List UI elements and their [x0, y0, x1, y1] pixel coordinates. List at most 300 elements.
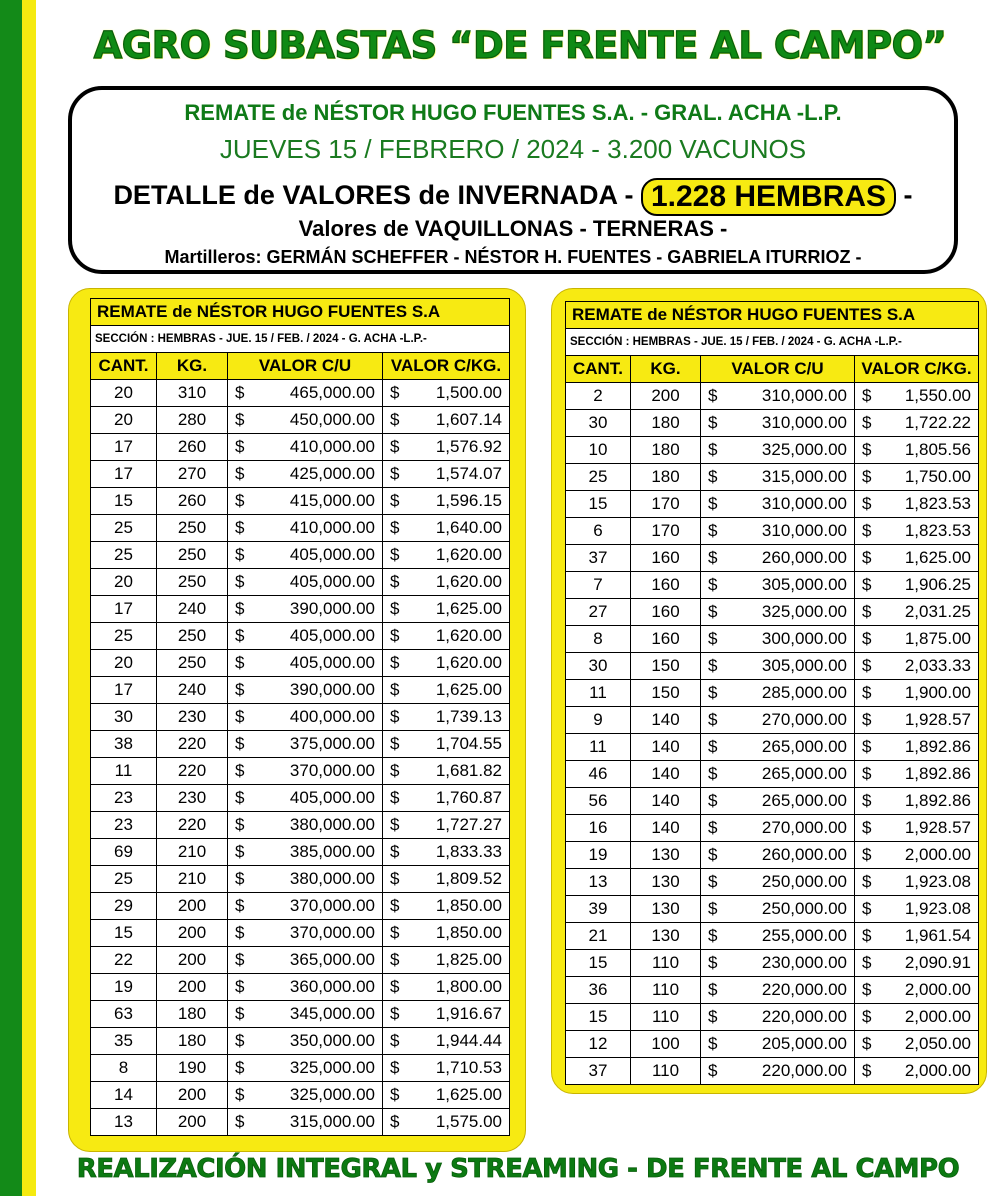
cell-cant: 8 — [91, 1055, 157, 1082]
valor-amount: 305,000.00 — [761, 656, 847, 675]
cell-valor-ckg — [855, 599, 979, 626]
cell-cant: 39 — [566, 896, 631, 923]
cell-valor-cu — [228, 893, 383, 920]
table-row — [91, 407, 510, 434]
currency-symbol: $ — [235, 707, 245, 726]
cell-valor-ckg — [383, 1001, 510, 1028]
table-row — [91, 488, 510, 515]
table-row — [566, 869, 979, 896]
cell-kg: 220 — [157, 812, 228, 839]
cell-cant: 17 — [91, 434, 157, 461]
cell-valor-ckg — [855, 545, 979, 572]
cell-kg: 210 — [157, 866, 228, 893]
valor-kg-amount: 1,892.86 — [904, 791, 971, 810]
cell-valor-ckg — [383, 839, 510, 866]
cell-valor-ckg — [383, 677, 510, 704]
cell-kg: 150 — [631, 680, 701, 707]
currency-symbol: $ — [708, 818, 718, 837]
table-row — [566, 464, 979, 491]
currency-symbol: $ — [235, 383, 245, 402]
cell-valor-ckg — [383, 434, 510, 461]
table-header-row — [91, 353, 510, 380]
currency-symbol: $ — [390, 1112, 400, 1131]
valor-amount: 345,000.00 — [289, 1004, 375, 1023]
valor-kg-amount: 1,620.00 — [435, 545, 502, 564]
currency-symbol: $ — [390, 437, 400, 456]
valor-kg-amount: 1,760.87 — [435, 788, 502, 807]
valor-kg-amount: 1,625.00 — [435, 599, 502, 618]
cell-valor-ckg — [383, 920, 510, 947]
currency-symbol: $ — [390, 869, 400, 888]
currency-symbol: $ — [235, 545, 245, 564]
table-row — [91, 569, 510, 596]
valor-kg-amount: 1,750.00 — [904, 467, 971, 486]
table-title-row — [566, 302, 979, 329]
cell-cant: 16 — [566, 815, 631, 842]
currency-symbol: $ — [862, 656, 872, 675]
cell-valor-ckg — [383, 785, 510, 812]
table-title: REMATE de NÉSTOR HUGO FUENTES S.A — [566, 302, 979, 329]
cell-cant: 20 — [91, 569, 157, 596]
valor-amount: 250,000.00 — [761, 872, 847, 891]
valor-amount: 265,000.00 — [761, 737, 847, 756]
cell-cant: 14 — [91, 1082, 157, 1109]
cell-valor-cu — [228, 1055, 383, 1082]
detail-prefix: DETALLE de VALORES de INVERNADA - — [113, 180, 641, 211]
table-row — [91, 839, 510, 866]
header-valor-ckg: VALOR C/KG. — [855, 356, 979, 383]
header-cant: CANT. — [566, 356, 631, 383]
cell-valor-ckg — [855, 1058, 979, 1085]
cell-cant: 20 — [91, 407, 157, 434]
currency-symbol: $ — [708, 1007, 718, 1026]
hembras-count-badge: 1.228 HEMBRAS — [641, 178, 896, 216]
valor-kg-amount: 1,944.44 — [435, 1031, 502, 1050]
table-row — [566, 437, 979, 464]
currency-symbol: $ — [862, 926, 872, 945]
currency-symbol: $ — [708, 899, 718, 918]
valor-kg-amount: 1,576.92 — [435, 437, 502, 456]
cell-valor-cu — [701, 599, 855, 626]
cell-valor-cu — [701, 707, 855, 734]
valor-kg-amount: 1,809.52 — [435, 869, 502, 888]
cell-valor-cu — [701, 464, 855, 491]
currency-symbol: $ — [235, 1031, 245, 1050]
valor-amount: 360,000.00 — [289, 977, 375, 996]
valor-kg-amount: 1,923.08 — [904, 872, 971, 891]
currency-symbol: $ — [708, 764, 718, 783]
cell-kg: 220 — [157, 731, 228, 758]
cell-cant: 7 — [566, 572, 631, 599]
cell-kg: 140 — [631, 815, 701, 842]
cell-kg: 200 — [157, 1109, 228, 1136]
cell-kg: 190 — [157, 1055, 228, 1082]
cell-cant: 38 — [91, 731, 157, 758]
currency-symbol: $ — [235, 491, 245, 510]
cell-valor-ckg — [383, 461, 510, 488]
currency-symbol: $ — [862, 872, 872, 891]
table-row — [91, 1001, 510, 1028]
table-row — [91, 920, 510, 947]
price-table-left — [90, 298, 510, 1136]
cell-cant: 15 — [566, 491, 631, 518]
cell-cant: 12 — [566, 1031, 631, 1058]
currency-symbol: $ — [862, 629, 872, 648]
cell-valor-cu — [228, 1109, 383, 1136]
cell-valor-ckg — [383, 596, 510, 623]
cell-valor-ckg — [855, 707, 979, 734]
cell-cant: 23 — [91, 812, 157, 839]
table-row — [566, 599, 979, 626]
valor-kg-amount: 1,850.00 — [435, 923, 502, 942]
valor-amount: 260,000.00 — [761, 548, 847, 567]
table-row — [566, 977, 979, 1004]
cell-valor-cu — [228, 839, 383, 866]
valor-kg-amount: 1,640.00 — [435, 518, 502, 537]
valor-amount: 325,000.00 — [761, 602, 847, 621]
cell-kg: 130 — [631, 896, 701, 923]
valor-kg-amount: 1,961.54 — [904, 926, 971, 945]
cell-cant: 17 — [91, 461, 157, 488]
currency-symbol: $ — [390, 410, 400, 429]
table-row — [566, 410, 979, 437]
valor-kg-amount: 1,850.00 — [435, 896, 502, 915]
valor-amount: 410,000.00 — [289, 518, 375, 537]
valor-amount: 465,000.00 — [289, 383, 375, 402]
table-row — [566, 518, 979, 545]
currency-symbol: $ — [235, 977, 245, 996]
cell-kg: 200 — [157, 920, 228, 947]
valor-amount: 390,000.00 — [289, 680, 375, 699]
cell-valor-ckg — [855, 1031, 979, 1058]
header-valor-ckg: VALOR C/KG. — [383, 353, 510, 380]
currency-symbol: $ — [708, 1034, 718, 1053]
valor-kg-amount: 2,000.00 — [904, 1061, 971, 1080]
cell-kg: 160 — [631, 599, 701, 626]
currency-symbol: $ — [390, 1085, 400, 1104]
table-row — [566, 491, 979, 518]
cell-cant: 37 — [566, 545, 631, 572]
header-cant: CANT. — [91, 353, 157, 380]
valor-kg-amount: 1,620.00 — [435, 626, 502, 645]
cell-valor-cu — [701, 842, 855, 869]
currency-symbol: $ — [862, 548, 872, 567]
cell-valor-cu — [701, 923, 855, 950]
cell-valor-cu — [701, 437, 855, 464]
valor-amount: 405,000.00 — [289, 572, 375, 591]
currency-symbol: $ — [235, 572, 245, 591]
valor-kg-amount: 1,825.00 — [435, 950, 502, 969]
cell-kg: 200 — [157, 947, 228, 974]
cell-valor-ckg — [855, 383, 979, 410]
cell-kg: 110 — [631, 977, 701, 1004]
cell-kg: 250 — [157, 542, 228, 569]
cell-valor-cu — [228, 407, 383, 434]
cell-valor-cu — [228, 866, 383, 893]
currency-symbol: $ — [235, 923, 245, 942]
table-row — [91, 731, 510, 758]
currency-symbol: $ — [708, 737, 718, 756]
currency-symbol: $ — [708, 521, 718, 540]
auctioneers-line: Martilleros: GERMÁN SCHEFFER - NÉSTOR H. FUENTES - GABRIELA ITURRIOZ - — [164, 247, 862, 267]
currency-symbol: $ — [390, 923, 400, 942]
valor-amount: 205,000.00 — [761, 1034, 847, 1053]
cell-valor-ckg — [383, 1082, 510, 1109]
valor-kg-amount: 1,620.00 — [435, 653, 502, 672]
currency-symbol: $ — [390, 815, 400, 834]
cell-cant: 9 — [566, 707, 631, 734]
cell-valor-cu — [228, 974, 383, 1001]
table-row — [91, 1082, 510, 1109]
cell-kg: 130 — [631, 869, 701, 896]
cell-valor-ckg — [855, 815, 979, 842]
valor-amount: 390,000.00 — [289, 599, 375, 618]
valor-kg-amount: 1,550.00 — [904, 386, 971, 405]
table-row — [566, 545, 979, 572]
currency-symbol: $ — [390, 896, 400, 915]
cell-valor-ckg — [383, 731, 510, 758]
cell-cant: 2 — [566, 383, 631, 410]
currency-symbol: $ — [862, 413, 872, 432]
cell-kg: 170 — [631, 518, 701, 545]
currency-symbol: $ — [862, 764, 872, 783]
cell-cant: 25 — [91, 515, 157, 542]
cell-valor-cu — [701, 518, 855, 545]
valor-kg-amount: 1,916.67 — [435, 1004, 502, 1023]
cell-valor-cu — [701, 977, 855, 1004]
currency-symbol: $ — [862, 467, 872, 486]
page-title: AGRO SUBASTAS “DE FRENTE AL CAMPO” — [93, 24, 947, 67]
currency-symbol: $ — [708, 548, 718, 567]
cell-cant: 17 — [91, 677, 157, 704]
cell-valor-cu — [701, 491, 855, 518]
valor-amount: 315,000.00 — [289, 1112, 375, 1131]
cell-kg: 150 — [631, 653, 701, 680]
cell-cant: 15 — [566, 1004, 631, 1031]
valor-kg-amount: 1,805.56 — [904, 440, 971, 459]
table-row — [91, 434, 510, 461]
cell-kg: 170 — [631, 491, 701, 518]
header-valor-cu: VALOR C/U — [228, 353, 383, 380]
valor-kg-amount: 1,710.53 — [435, 1058, 502, 1077]
cell-cant: 46 — [566, 761, 631, 788]
cell-kg: 100 — [631, 1031, 701, 1058]
valor-kg-amount: 1,923.08 — [904, 899, 971, 918]
currency-symbol: $ — [390, 680, 400, 699]
cell-cant: 30 — [566, 410, 631, 437]
currency-symbol: $ — [390, 464, 400, 483]
currency-symbol: $ — [708, 845, 718, 864]
valor-kg-amount: 2,000.00 — [904, 980, 971, 999]
table-section-row — [566, 329, 979, 356]
cell-valor-ckg — [855, 788, 979, 815]
valor-kg-amount: 1,596.15 — [435, 491, 502, 510]
cell-valor-cu — [228, 1028, 383, 1055]
valor-amount: 450,000.00 — [289, 410, 375, 429]
cell-valor-ckg — [383, 542, 510, 569]
cell-cant: 27 — [566, 599, 631, 626]
cell-valor-cu — [228, 1001, 383, 1028]
currency-symbol: $ — [235, 1004, 245, 1023]
cell-cant: 11 — [91, 758, 157, 785]
table-row — [91, 596, 510, 623]
cell-cant: 25 — [91, 542, 157, 569]
cell-kg: 130 — [631, 923, 701, 950]
currency-symbol: $ — [390, 950, 400, 969]
currency-symbol: $ — [708, 926, 718, 945]
cell-valor-ckg — [383, 1028, 510, 1055]
valor-amount: 380,000.00 — [289, 815, 375, 834]
currency-symbol: $ — [862, 710, 872, 729]
currency-symbol: $ — [708, 602, 718, 621]
currency-symbol: $ — [235, 626, 245, 645]
table-row — [91, 947, 510, 974]
valor-kg-amount: 1,500.00 — [435, 383, 502, 402]
cell-valor-cu — [701, 653, 855, 680]
valor-kg-amount: 1,625.00 — [435, 680, 502, 699]
cell-kg: 200 — [157, 1082, 228, 1109]
currency-symbol: $ — [708, 1061, 718, 1080]
currency-symbol: $ — [390, 545, 400, 564]
table-row — [91, 758, 510, 785]
cell-kg: 160 — [631, 626, 701, 653]
table-title-row — [91, 299, 510, 326]
cell-valor-cu — [701, 950, 855, 977]
currency-symbol: $ — [708, 872, 718, 891]
valor-amount: 310,000.00 — [761, 386, 847, 405]
currency-symbol: $ — [235, 599, 245, 618]
cell-cant: 6 — [566, 518, 631, 545]
table-row — [566, 1031, 979, 1058]
currency-symbol: $ — [862, 1034, 872, 1053]
table-row — [91, 1109, 510, 1136]
auction-house-line: REMATE de NÉSTOR HUGO FUENTES S.A. - GRAL. ACHA -L.P. — [184, 100, 842, 125]
currency-symbol: $ — [390, 383, 400, 402]
cell-cant: 8 — [566, 626, 631, 653]
cell-cant: 11 — [566, 734, 631, 761]
valor-kg-amount: 1,892.86 — [904, 737, 971, 756]
table-row — [566, 896, 979, 923]
cell-valor-cu — [228, 380, 383, 407]
valor-kg-amount: 1,704.55 — [435, 734, 502, 753]
cell-valor-ckg — [383, 758, 510, 785]
valor-kg-amount: 2,090.91 — [904, 953, 971, 972]
table-row — [566, 761, 979, 788]
cell-valor-cu — [701, 1004, 855, 1031]
valor-amount: 255,000.00 — [761, 926, 847, 945]
cell-cant: 37 — [566, 1058, 631, 1085]
cell-kg: 200 — [157, 974, 228, 1001]
currency-symbol: $ — [235, 842, 245, 861]
currency-symbol: $ — [862, 683, 872, 702]
currency-symbol: $ — [708, 980, 718, 999]
currency-symbol: $ — [390, 1058, 400, 1077]
cell-valor-cu — [701, 1058, 855, 1085]
cell-valor-ckg — [855, 626, 979, 653]
cell-valor-cu — [701, 572, 855, 599]
valor-amount: 350,000.00 — [289, 1031, 375, 1050]
valor-amount: 325,000.00 — [761, 440, 847, 459]
currency-symbol: $ — [390, 1004, 400, 1023]
currency-symbol: $ — [862, 791, 872, 810]
table-row — [91, 704, 510, 731]
valor-kg-amount: 1,727.27 — [435, 815, 502, 834]
valor-amount: 380,000.00 — [289, 869, 375, 888]
table-row — [566, 626, 979, 653]
cell-cant: 63 — [91, 1001, 157, 1028]
cell-valor-cu — [701, 815, 855, 842]
valor-amount: 370,000.00 — [289, 761, 375, 780]
currency-symbol: $ — [708, 953, 718, 972]
cell-valor-cu — [228, 731, 383, 758]
currency-symbol: $ — [862, 1007, 872, 1026]
valor-amount: 405,000.00 — [289, 788, 375, 807]
cell-valor-cu — [228, 785, 383, 812]
cell-valor-cu — [701, 1031, 855, 1058]
currency-symbol: $ — [390, 761, 400, 780]
currency-symbol: $ — [862, 818, 872, 837]
currency-symbol: $ — [235, 410, 245, 429]
cell-valor-cu — [228, 677, 383, 704]
valor-amount: 310,000.00 — [761, 494, 847, 513]
cell-valor-ckg — [383, 569, 510, 596]
currency-symbol: $ — [235, 896, 245, 915]
currency-symbol: $ — [390, 518, 400, 537]
valor-kg-amount: 1,800.00 — [435, 977, 502, 996]
cell-valor-cu — [701, 680, 855, 707]
cell-valor-cu — [228, 515, 383, 542]
header-kg: KG. — [631, 356, 701, 383]
cell-kg: 140 — [631, 734, 701, 761]
cell-kg: 130 — [631, 842, 701, 869]
cell-kg: 240 — [157, 677, 228, 704]
cell-kg: 140 — [631, 761, 701, 788]
cell-kg: 250 — [157, 650, 228, 677]
currency-symbol: $ — [235, 1112, 245, 1131]
valor-kg-amount: 1,875.00 — [904, 629, 971, 648]
valor-amount: 310,000.00 — [761, 413, 847, 432]
currency-symbol: $ — [708, 494, 718, 513]
currency-symbol: $ — [862, 1061, 872, 1080]
currency-symbol: $ — [862, 953, 872, 972]
cell-cant: 69 — [91, 839, 157, 866]
cell-cant: 15 — [91, 488, 157, 515]
currency-symbol: $ — [862, 521, 872, 540]
valor-amount: 405,000.00 — [289, 626, 375, 645]
cell-valor-ckg — [855, 950, 979, 977]
valor-amount: 325,000.00 — [289, 1058, 375, 1077]
table-title: REMATE de NÉSTOR HUGO FUENTES S.A — [91, 299, 510, 326]
cell-valor-cu — [228, 623, 383, 650]
valor-kg-amount: 2,031.25 — [904, 602, 971, 621]
cell-kg: 260 — [157, 488, 228, 515]
valor-amount: 250,000.00 — [761, 899, 847, 918]
valor-kg-amount: 2,050.00 — [904, 1034, 971, 1053]
currency-symbol: $ — [235, 518, 245, 537]
currency-symbol: $ — [708, 413, 718, 432]
table-row — [566, 383, 979, 410]
valor-amount: 220,000.00 — [761, 1007, 847, 1026]
valor-kg-amount: 2,000.00 — [904, 1007, 971, 1026]
table-section-row — [91, 326, 510, 353]
table-row — [566, 680, 979, 707]
valor-kg-amount: 1,823.53 — [904, 521, 971, 540]
currency-symbol: $ — [862, 980, 872, 999]
valor-amount: 370,000.00 — [289, 896, 375, 915]
left-yellow-stripe — [22, 0, 36, 1196]
currency-symbol: $ — [862, 440, 872, 459]
cell-cant: 25 — [566, 464, 631, 491]
